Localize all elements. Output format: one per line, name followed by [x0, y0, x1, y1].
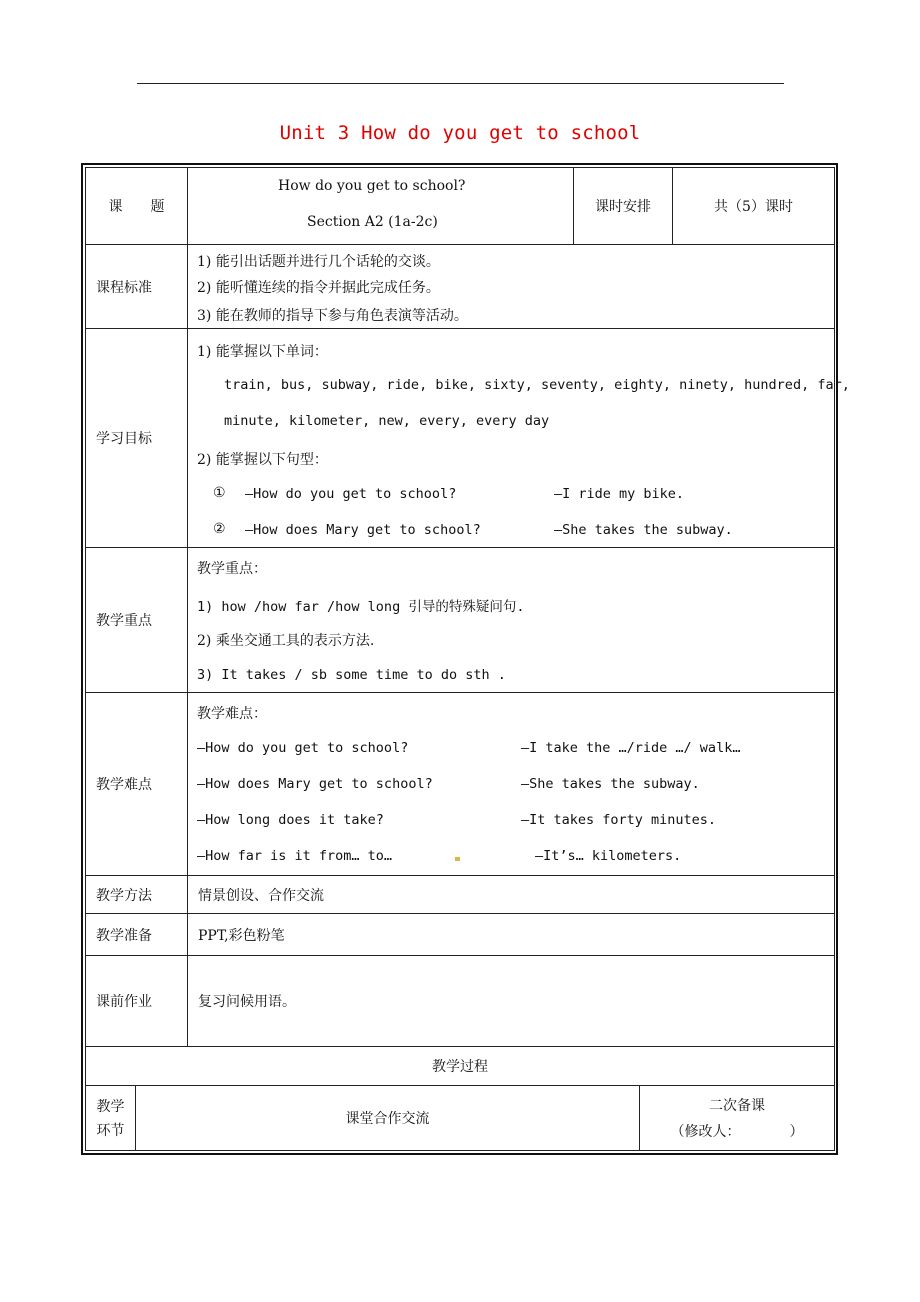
pattern-1-question: —How do you get to school? [245, 486, 457, 502]
objectives-content-cell [187, 328, 850, 548]
process-stage-line-1: 教学 [96, 1099, 125, 1115]
key-point-1: 1) how /how far /how long 引导的特殊疑问句. [197, 599, 525, 615]
objectives-label-cell [85, 328, 188, 548]
preparation-label: 教学准备 [96, 927, 152, 944]
process-stage-cell [85, 1085, 136, 1151]
difficulty-1-answer: —I take the …/ride …/ walk… [521, 740, 741, 756]
difficulties-label-cell [85, 692, 188, 876]
pattern-2-question: —How does Mary get to school? [245, 522, 481, 538]
process-revision-line-1: 二次备课 [709, 1098, 765, 1114]
pattern-1-answer: —I ride my bike. [554, 486, 685, 502]
method-value-cell [187, 875, 835, 914]
process-stage-line-2: 环节 [96, 1123, 125, 1139]
patterns-heading: 2) 能掌握以下句型： [197, 452, 328, 468]
schedule-value: 共（5）课时 [714, 199, 793, 215]
homework-value: 复习问候用语。 [198, 994, 296, 1010]
method-label: 教学方法 [96, 887, 152, 904]
difficulty-3-question: —How long does it take? [197, 812, 384, 828]
topic-line-2: Section A2 (1a-2c) [307, 214, 438, 230]
homework-label: 课前作业 [96, 994, 152, 1010]
process-activity-cell [135, 1085, 640, 1151]
process-title-cell [85, 1046, 835, 1086]
process-activity: 课堂合作交流 [345, 1111, 430, 1127]
process-revision-cell [639, 1085, 835, 1151]
standards-label-cell [85, 244, 188, 329]
key-point-3: 3) It takes / sb some time to do sth . [197, 667, 506, 683]
schedule-value-cell [672, 167, 835, 245]
difficulty-2-question: —How does Mary get to school? [197, 776, 433, 792]
standard-item-3: 3) 能在教师的指导下参与角色表演等活动。 [197, 308, 468, 324]
difficulties-label: 教学难点 [96, 777, 152, 793]
standard-item-1: 1) 能引出话题并进行几个话轮的交谈。 [197, 254, 440, 270]
method-value: 情景创设、合作交流 [198, 887, 324, 904]
difficulty-4-question: —How far is it from… to… [197, 848, 393, 864]
key-points-label: 教学重点 [96, 613, 152, 629]
words-heading: 1) 能掌握以下单词： [197, 344, 328, 360]
key-points-content-cell [187, 547, 835, 693]
pattern-1-number: ① [213, 485, 226, 501]
objectives-label: 学习目标 [96, 431, 152, 447]
preparation-value: PPT,彩色粉笔 [198, 927, 285, 944]
key-point-2: 2) 乘坐交通工具的表示方法. [197, 633, 375, 649]
homework-label-cell [85, 955, 188, 1047]
difficulties-heading: 教学难点： [197, 706, 267, 722]
process-title: 教学过程 [432, 1059, 488, 1075]
process-revision-line-2: （修改人： ） [670, 1124, 804, 1140]
standards-content-cell [187, 244, 835, 329]
preparation-value-cell [187, 913, 835, 956]
key-points-label-cell [85, 547, 188, 693]
pattern-2-number: ② [213, 521, 226, 537]
schedule-label-cell [573, 167, 673, 245]
topic-line-1: How do you get to school? [278, 178, 466, 194]
stray-mark [455, 857, 460, 861]
difficulty-4-answer: —It’s… kilometers. [535, 848, 682, 864]
standard-item-2: 2) 能听懂连续的指令并据此完成任务。 [197, 280, 440, 296]
topic-content-cell [187, 167, 574, 245]
difficulties-content-cell [187, 692, 835, 876]
standards-label: 课程标准 [96, 279, 152, 296]
header-rule [137, 83, 784, 84]
difficulty-1-question: —How do you get to school? [197, 740, 409, 756]
pattern-2-answer: —She takes the subway. [554, 522, 733, 538]
topic-label: 课 题 [108, 199, 165, 215]
method-label-cell [85, 875, 188, 914]
topic-label-cell [85, 167, 188, 245]
schedule-label: 课时安排 [595, 199, 651, 215]
homework-value-cell [187, 955, 835, 1047]
words-line-1: train, bus, subway, ride, bike, sixty, seventy, eighty, ninety, hundred, far, [224, 377, 850, 393]
difficulty-2-answer: —She takes the subway. [521, 776, 700, 792]
words-line-2: minute, kilometer, new, every, every day [224, 413, 550, 429]
difficulty-3-answer: —It takes forty minutes. [521, 812, 717, 828]
page-title: Unit 3 How do you get to school [279, 122, 641, 144]
preparation-label-cell [85, 913, 188, 956]
key-points-heading: 教学重点： [197, 561, 267, 577]
